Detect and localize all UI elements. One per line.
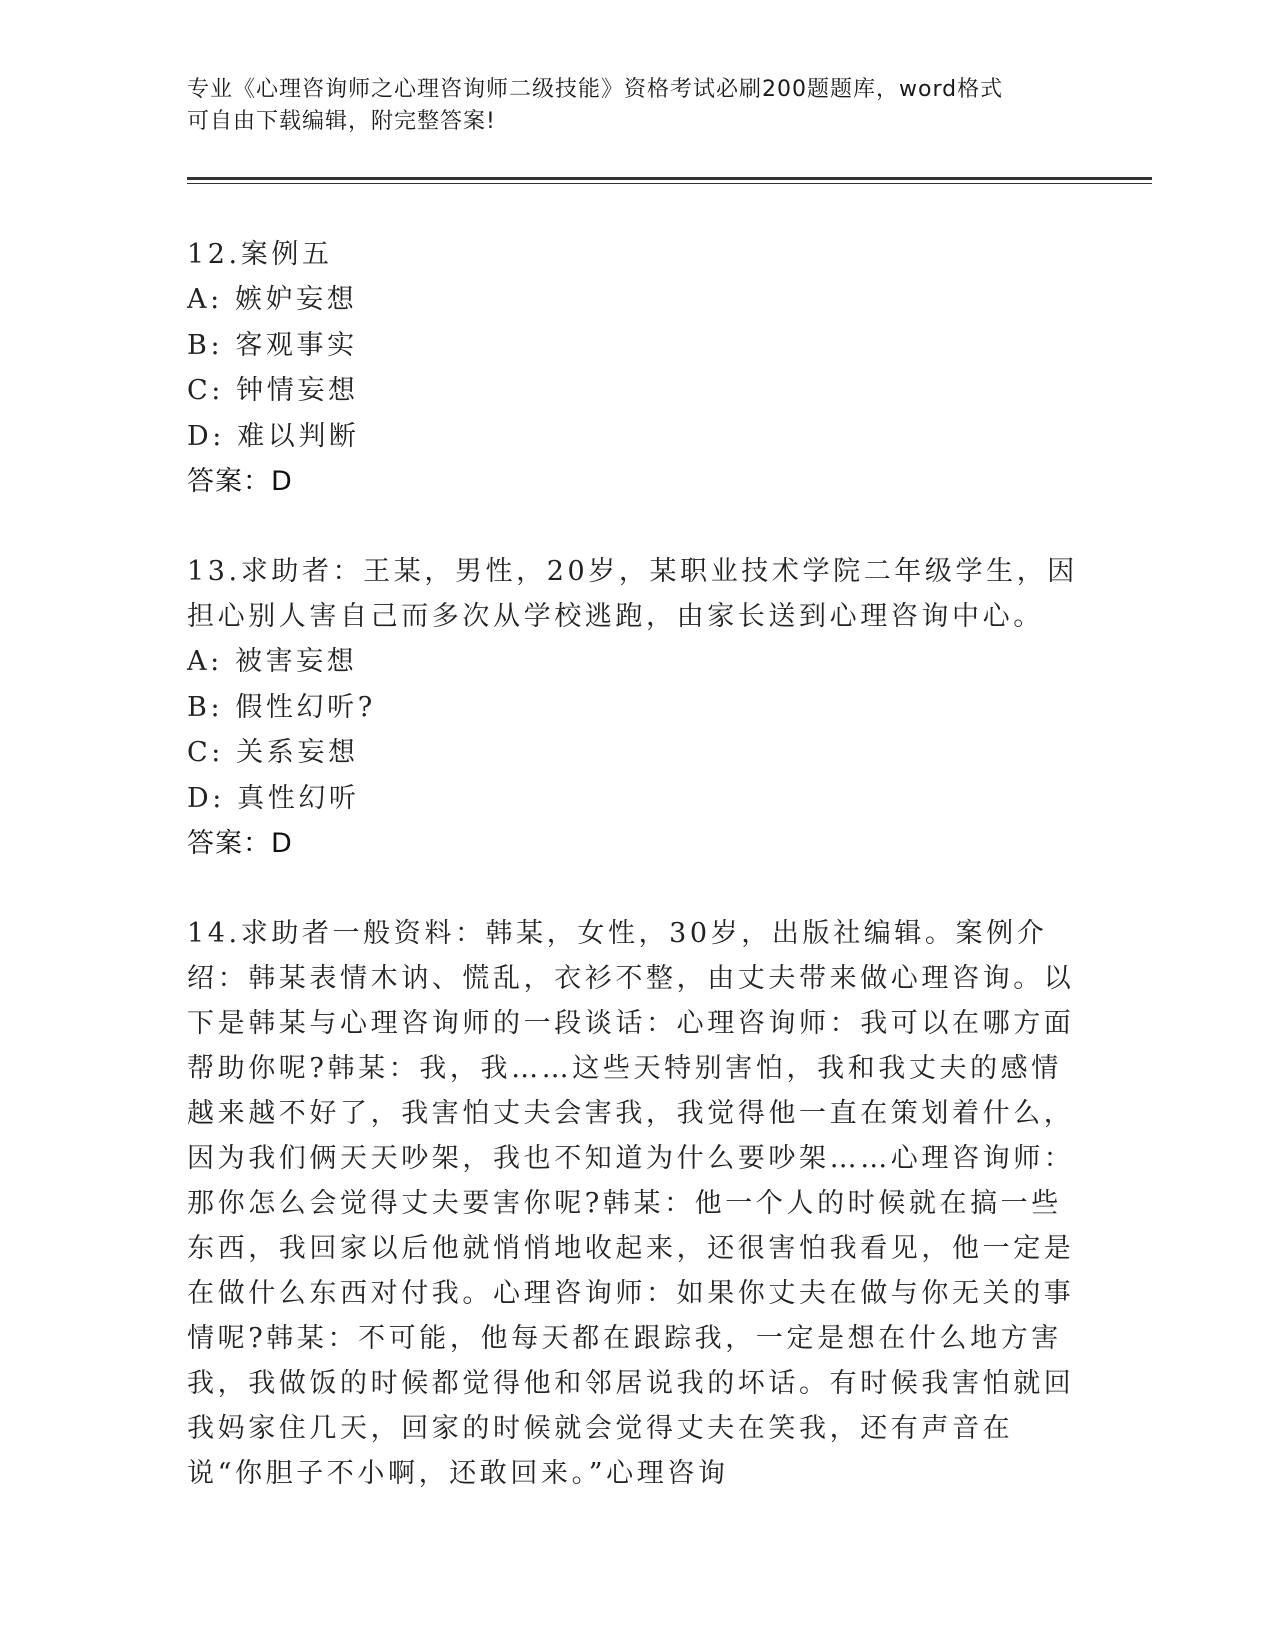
header-line-1: 专业《心理咨询师之心理咨询师二级技能》资格考试必刷200题题库，word格式 [187,77,1004,102]
header-rule-thin [187,183,1152,184]
question-stem: 14.求助者一般资料：韩某，女性，30岁，出版社编辑。案例介绍：韩某表情木讷、慌乱，衣衫不整，由丈夫带来做心理咨询。以下是韩某与心理咨询师的一段谈话：心理咨询师：我可以在哪方面帮助你呢?韩某：我，我……这些天特别害怕，我和我丈夫的感情越来越不好了，我害怕丈夫会害我，我觉得他一直在策划着什么，因为我们俩天天吵架，我也不知道为什么要吵架……心理咨询师：那你怎么会觉得丈夫要害你呢?韩某：他一个人的时候就在搞一些东西，我回家以后他就悄悄地收起来，还很害怕我看见，他一定是在做什么东西对付我。心理咨询师：如果你丈夫在做与你无关的事情呢?韩某：不可能，他每天都在跟踪我，一定是想在什么地方害我，我做饭的时候都觉得他和邻居说我的坏话。有时候我害怕就回我妈家住几天，回家的时候就会觉得丈夫在笑我，还有声音在说“你胆子不小啊，还敢回来。”心理咨询 [187,918,1075,1489]
option-c: C: 关系妄想 [187,737,359,768]
question-stem: 13.求助者：王某，男性，20岁，某职业技术学院二年级学生，因担心别人害自己而多次从学校逃跑，由家长送到心理咨询中心。 [187,556,1078,632]
question-13 [187,549,1087,911]
option-c: C: 钟情妄想 [187,375,359,406]
header-line-2: 可自由下载编辑，附完整答案! [187,109,496,134]
option-d: D: 真性幻听 [187,782,360,814]
spacer [187,504,1087,549]
option-d: D: 难以判断 [187,420,360,452]
option-a: A: 嫉妒妄想 [187,284,358,315]
option-b: B: 假性幻听? [187,691,376,723]
question-list [187,232,1087,1496]
answer: 答案：D [187,466,293,497]
question-14 [187,911,1087,1496]
document-header [187,74,1057,138]
question-12 [187,232,1087,549]
option-a: A: 被害妄想 [187,646,358,677]
spacer [187,866,1087,911]
header-rule-thick [187,177,1152,180]
question-stem: 12.案例五 [187,239,333,270]
option-b: B: 客观事实 [187,329,358,361]
answer: 答案：D [187,828,293,859]
